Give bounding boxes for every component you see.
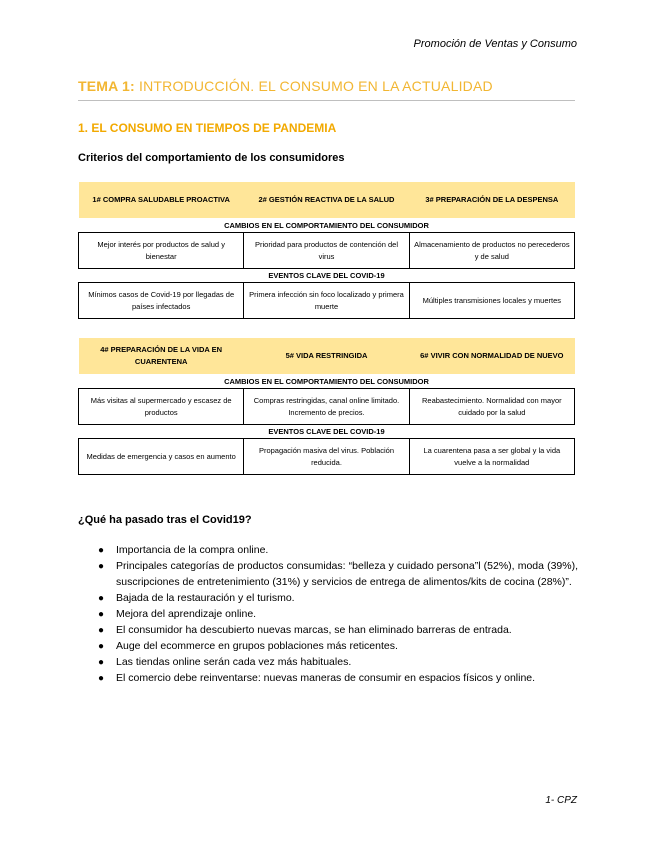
bullet-icon: ● [98,608,105,620]
table-cell: Mejor interés por productos de salud y bienestar [79,233,244,269]
header-title: Promoción de Ventas y Consumo [413,38,577,50]
table-header-cell: 5# VIDA RESTRINGIDA [244,338,409,375]
list-item-text: Las tiendas online serán cada vez más habituales. [116,655,352,668]
list-item-text: Principales categorías de productos consumidas: “belleza y cuidado persona”l (52%), moda (39%), suscripciones de entretenimiento (31%) y servicios de entrega de alimentos/kits de cocina (28%)”. [116,560,578,588]
table-cell: Prioridad para productos de contención del virus [244,233,409,269]
list-item-text: Bajada de la restauración y el turismo. [116,591,295,604]
page-footer: 1- CPZ [545,795,577,806]
bullet-icon: ● [98,561,105,572]
section-title: 1. EL CONSUMO EN TIEMPOS DE PANDEMIA [78,121,337,135]
chapter-divider [78,100,575,101]
table-header-cell: 4# PREPARACIÓN DE LA VIDA EN CUARENTENA [79,338,244,375]
bullet-icon: ● [98,672,105,684]
table-header-cell: 6# VIVIR CON NORMALIDAD DE NUEVO [409,338,574,375]
list-item-text: Mejora del aprendizaje online. [116,607,257,620]
bullet-icon: ● [98,624,105,636]
table-header-cell: 2# GESTIÓN REACTIVA DE LA SALUD [244,182,409,219]
behavior-table-1 [78,182,575,319]
list-item-text: Importancia de la compra online. [116,544,269,556]
list-item [78,671,578,687]
table-band-changes: CAMBIOS EN EL COMPORTAMIENTO DEL CONSUMIDOR [79,375,575,389]
list-item [78,591,578,607]
list-item [78,607,578,623]
chapter-name: INTRODUCCIÓN. EL CONSUMO EN LA ACTUALIDAD [138,78,493,94]
table-cell: Almacenamiento de productos no perecederos y de salud [409,233,574,269]
bullet-icon: ● [98,592,105,604]
table-cell: Mínimos casos de Covid-19 por llegadas de países infectados [79,283,244,319]
table-cell: Múltiples transmisiones locales y muertes [409,283,574,319]
list-item-text: El consumidor ha descubierto nuevas marcas, se han eliminado barreras de entrada. [116,623,512,636]
question-title: ¿Qué ha pasado tras el Covid19? [78,514,252,526]
table-header-cell: 1# COMPRA SALUDABLE PROACTIVA [79,182,244,219]
bullet-list [78,543,578,687]
chapter-label: TEMA 1: [78,78,135,94]
list-item [78,559,578,590]
criteria-title: Criterios del comportamiento de los consumidores [78,152,345,164]
list-item [78,543,578,559]
list-item-text: El comercio debe reinventarse: nuevas maneras de consumir en espacios físicos y online. [116,671,536,684]
table-cell: Reabastecimiento. Normalidad con mayor cuidado por la salud [409,389,574,425]
table-cell: Medidas de emergencia y casos en aumento [79,439,244,475]
table-cell: Propagación masiva del virus. Población reducida. [244,439,409,475]
behavior-table-2 [78,338,575,475]
list-item [78,655,578,671]
bullet-icon: ● [98,640,105,652]
table-band-events: EVENTOS CLAVE DEL COVID-19 [79,425,575,439]
table-cell: Primera infección sin foco localizado y primera muerte [244,283,409,319]
table-cell: La cuarentena pasa a ser global y la vida vuelve a la normalidad [409,439,574,475]
table-cell: Más visitas al supermercado y escasez de productos [79,389,244,425]
bullet-icon: ● [98,545,105,556]
table-band-events: EVENTOS CLAVE DEL COVID-19 [79,269,575,283]
table-header-cell: 3# PREPARACIÓN DE LA DESPENSA [409,182,574,219]
list-item-text: Auge del ecommerce en grupos poblaciones más reticentes. [116,639,398,652]
table-band-changes: CAMBIOS EN EL COMPORTAMIENTO DEL CONSUMIDOR [79,219,575,233]
chapter-title [78,78,493,94]
bullet-icon: ● [98,656,105,668]
list-item [78,623,578,639]
table-cell: Compras restringidas, canal online limitado. Incremento de precios. [244,389,409,425]
list-item [78,639,578,655]
